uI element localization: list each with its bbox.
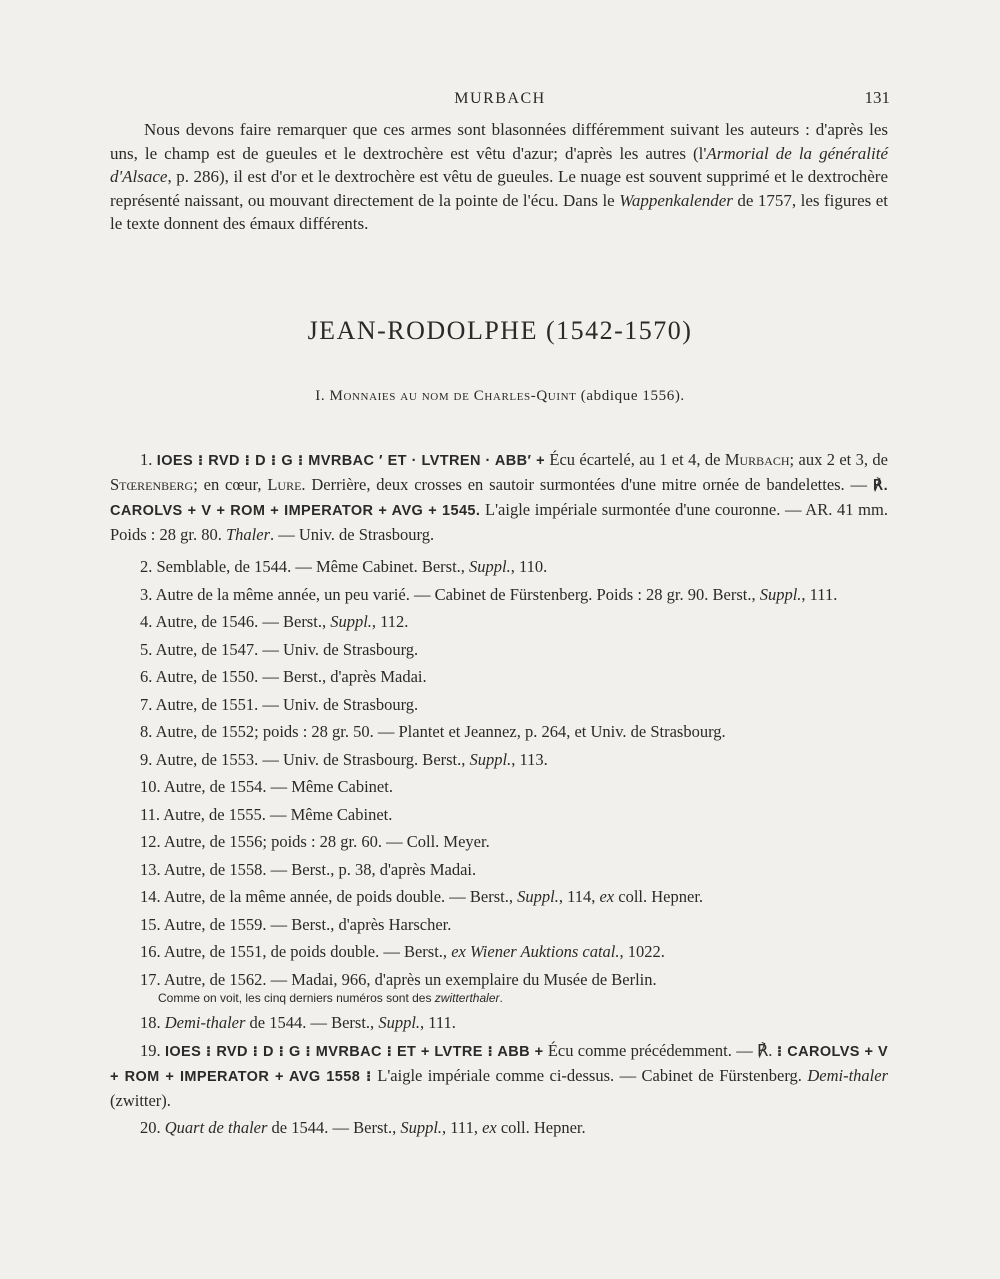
entry-text: Autre, de 1552; poids : 28 gr. 50. — Plantet et Jeannez, p. 264, et Univ. de Strasbourg.	[155, 722, 726, 741]
entry-text: , 113.	[511, 749, 548, 769]
subsection-heading	[0, 388, 1000, 405]
entry-number: 19.	[140, 1040, 161, 1060]
intro-text: , p. 286), il est d'or et le dextrochère est vêtu de gueules. Le nuage est souvent supprimé et le dextrochère représenté naissant, ou mouvant directement de la pointe de l'écu. Dans le	[110, 167, 888, 210]
catalog-entry	[110, 803, 888, 827]
entry-number: 13.	[140, 859, 161, 879]
running-header	[0, 88, 1000, 114]
entry-number: 4.	[140, 612, 153, 631]
catalog-entry	[110, 720, 888, 744]
entry-italic: Demi-thaler	[164, 1013, 246, 1032]
catalog-entry	[110, 638, 888, 662]
coin-legend: ⁝ CAROLVS + V + ROM + IMPERATOR + AVG 1558 ⁝	[110, 1043, 889, 1085]
entry-text: L'aigle impériale comme ci-dessus. — Cabinet de Fürstenberg.	[371, 1065, 808, 1085]
entry-number: 6.	[140, 667, 153, 686]
entry-text: Autre, de 1562. — Madai, 966, d'après un exemplaire du Musée de Berlin.	[163, 969, 657, 989]
entry-text: ; aux 2 et 3, de	[789, 450, 888, 469]
catalog-entry	[110, 858, 888, 882]
entry-text: . Derrière, deux crosses en sautoir surmontées d'une mitre ornée de bandelettes. —	[301, 475, 873, 494]
entry-text: Autre, de 1551. — Univ. de Strasbourg.	[155, 694, 419, 714]
entry-italic: ex	[482, 1118, 497, 1137]
entry-number: 9.	[140, 749, 153, 769]
entry-italic: Suppl.	[378, 1013, 421, 1032]
entry-italic: Suppl.	[759, 584, 802, 604]
entry-italic: Suppl.	[400, 1118, 443, 1137]
note-text: Comme on voit, les cinq derniers numéros sont des	[158, 991, 435, 1005]
catalog-entry	[110, 610, 888, 634]
catalog-entry	[110, 775, 888, 799]
intro-italic: Wappenkalender	[619, 190, 733, 210]
subsection-caps: Monnaies au nom de Charles-Quint	[329, 388, 577, 404]
entry-text: , 110.	[510, 557, 548, 576]
entry-text: coll. Hepner.	[614, 887, 704, 906]
entry-text: Autre de la même année, un peu varié. — Cabinet de Fürstenberg. Poids : 28 gr. 90. Berst.,	[155, 584, 760, 604]
entry-text: L'aigle impériale surmontée d'une couronne. — AR. 41 mm. Poids : 28 gr. 80.	[110, 500, 888, 544]
catalog-entry	[110, 583, 888, 607]
entry-text: ; en cœur,	[193, 475, 268, 494]
catalog-entry	[110, 1039, 888, 1113]
heraldic-name: Murbach	[724, 450, 790, 469]
entry-text: Semblable, de 1544. — Même Cabinet. Berst.,	[156, 557, 470, 576]
catalog-entry	[110, 968, 888, 992]
entry-number: 14.	[140, 887, 161, 906]
entry-number: 15.	[140, 914, 161, 934]
entry-text: Autre, de 1558. — Berst., p. 38, d'après Madai.	[163, 859, 477, 879]
entry-text: , 111,	[442, 1118, 483, 1137]
catalog-entry	[110, 1011, 888, 1035]
intro-text: de 1757, les figures et le texte donnent des émaux différents.	[110, 190, 888, 233]
entry-text: Autre, de 1547. — Univ. de Strasbourg.	[155, 639, 419, 659]
catalog-entry	[110, 830, 888, 854]
entry-text: de 1544. — Berst.,	[267, 1118, 401, 1137]
subsection-rest: (abdique 1556).	[576, 388, 685, 404]
entry-number: 18.	[140, 1013, 161, 1032]
running-title: MURBACH	[454, 90, 546, 107]
entry-italic: Suppl.	[330, 612, 372, 631]
heraldic-name: Lure	[267, 475, 302, 494]
coin-legend: IOES ⁝ RVD ⁝ D ⁝ G ⁝ MVRBAC ′ ET · LVTREN · ABB′ +	[156, 453, 545, 469]
coin-legend: ℟. CAROLVS + V + ROM + IMPERATOR + AVG + 1545.	[110, 478, 888, 519]
entry-text: Écu écartelé, au 1 et 4, de	[544, 450, 725, 469]
intro-italic: Armorial de la généralité d'Alsace	[110, 143, 888, 186]
page-number: 131	[864, 88, 890, 107]
entry-text: Autre, de 1556; poids : 28 gr. 60. — Coll. Meyer.	[163, 832, 490, 851]
subsection-number: I.	[315, 388, 326, 404]
entry-number: 2.	[140, 557, 153, 576]
entry-text: Autre, de 1550. — Berst., d'après Madai.	[155, 667, 427, 686]
entry-number: 3.	[140, 584, 153, 604]
entry-text: de 1544. — Berst.,	[245, 1013, 379, 1032]
entry-text: , 111.	[420, 1013, 456, 1032]
entry-text: Autre, de la même année, de poids double. — Berst.,	[163, 887, 518, 906]
entry-italic: Suppl.	[517, 887, 559, 906]
entry-text: (zwitter).	[110, 1090, 171, 1110]
catalog-entry	[110, 665, 888, 689]
entry-text: , 1022.	[619, 942, 665, 961]
entry-list	[110, 555, 888, 992]
heraldic-name: Stœrenberg	[110, 475, 194, 494]
catalog-entry	[110, 448, 888, 547]
entry-text: Autre, de 1553. — Univ. de Strasbourg. Berst.,	[155, 749, 470, 769]
entry-number: 11.	[140, 804, 161, 824]
catalog-entry	[110, 885, 888, 909]
entry-italic: Demi-thaler	[807, 1065, 888, 1085]
entry-number: 16.	[140, 942, 161, 961]
footnote-remark	[158, 991, 888, 1005]
entry-number: 17.	[140, 969, 161, 989]
entry-text: . — Univ. de Strasbourg.	[270, 525, 435, 544]
entry-number: 20.	[140, 1118, 161, 1137]
catalog-entry	[110, 940, 888, 964]
entry-italic: ex	[599, 887, 615, 906]
entry-text: Autre, de 1555. — Même Cabinet.	[163, 804, 393, 824]
entry-text: , 112.	[371, 612, 409, 631]
catalog-entry	[110, 693, 888, 717]
coin-legend: IOES ⁝ RVD ⁝ D ⁝ G ⁝ MVRBAC ⁝ ET + LVTRE ⁝ ABB +	[164, 1043, 544, 1060]
catalog-entry	[110, 555, 888, 579]
entry-italic: Quart de thaler	[164, 1118, 268, 1137]
entry-italic: Suppl.	[469, 557, 511, 576]
entry-number: 8.	[140, 722, 153, 741]
entry-text: coll. Hepner.	[496, 1118, 586, 1137]
catalog-entry	[110, 913, 888, 937]
entry-text: Autre, de 1554. — Même Cabinet.	[163, 777, 393, 796]
entry-text: , 114,	[558, 887, 600, 906]
entry-number: 5.	[140, 639, 153, 659]
entry-text: Autre, de 1546. — Berst.,	[155, 612, 331, 631]
entry-italic: Thaler	[225, 525, 270, 544]
catalog-entry	[110, 1116, 888, 1140]
section-title: JEAN-RODOLPHE (1542-1570)	[307, 316, 693, 345]
entry-text: Autre, de 1551, de poids double. — Berst.,	[163, 942, 452, 961]
catalog-entries	[110, 448, 888, 1144]
entry-number: 10.	[140, 777, 161, 796]
note-text: .	[499, 991, 503, 1005]
note-italic: zwitterthaler	[434, 991, 500, 1005]
intro-paragraph	[110, 118, 888, 236]
entry-text: , 111.	[801, 584, 838, 604]
intro-text: Nous devons faire remarquer que ces armes sont blasonnées différemment suivant les auteurs : d'après les uns, le champ est de gueules et le dextrochère est vêtu d'azur; d'après les autres (l'	[110, 120, 888, 163]
entry-text: Autre, de 1559. — Berst., d'après Harscher.	[163, 914, 452, 934]
entry-number: 1.	[140, 450, 153, 469]
catalog-entry	[110, 748, 888, 772]
entry-number: 12.	[140, 832, 161, 851]
entry-italic: ex Wiener Auktions catal.	[451, 942, 620, 961]
entry-number: 7.	[140, 694, 153, 714]
entry-italic: Suppl.	[469, 749, 512, 769]
entry-text: Écu comme précédemment. — ℟.	[543, 1040, 777, 1060]
